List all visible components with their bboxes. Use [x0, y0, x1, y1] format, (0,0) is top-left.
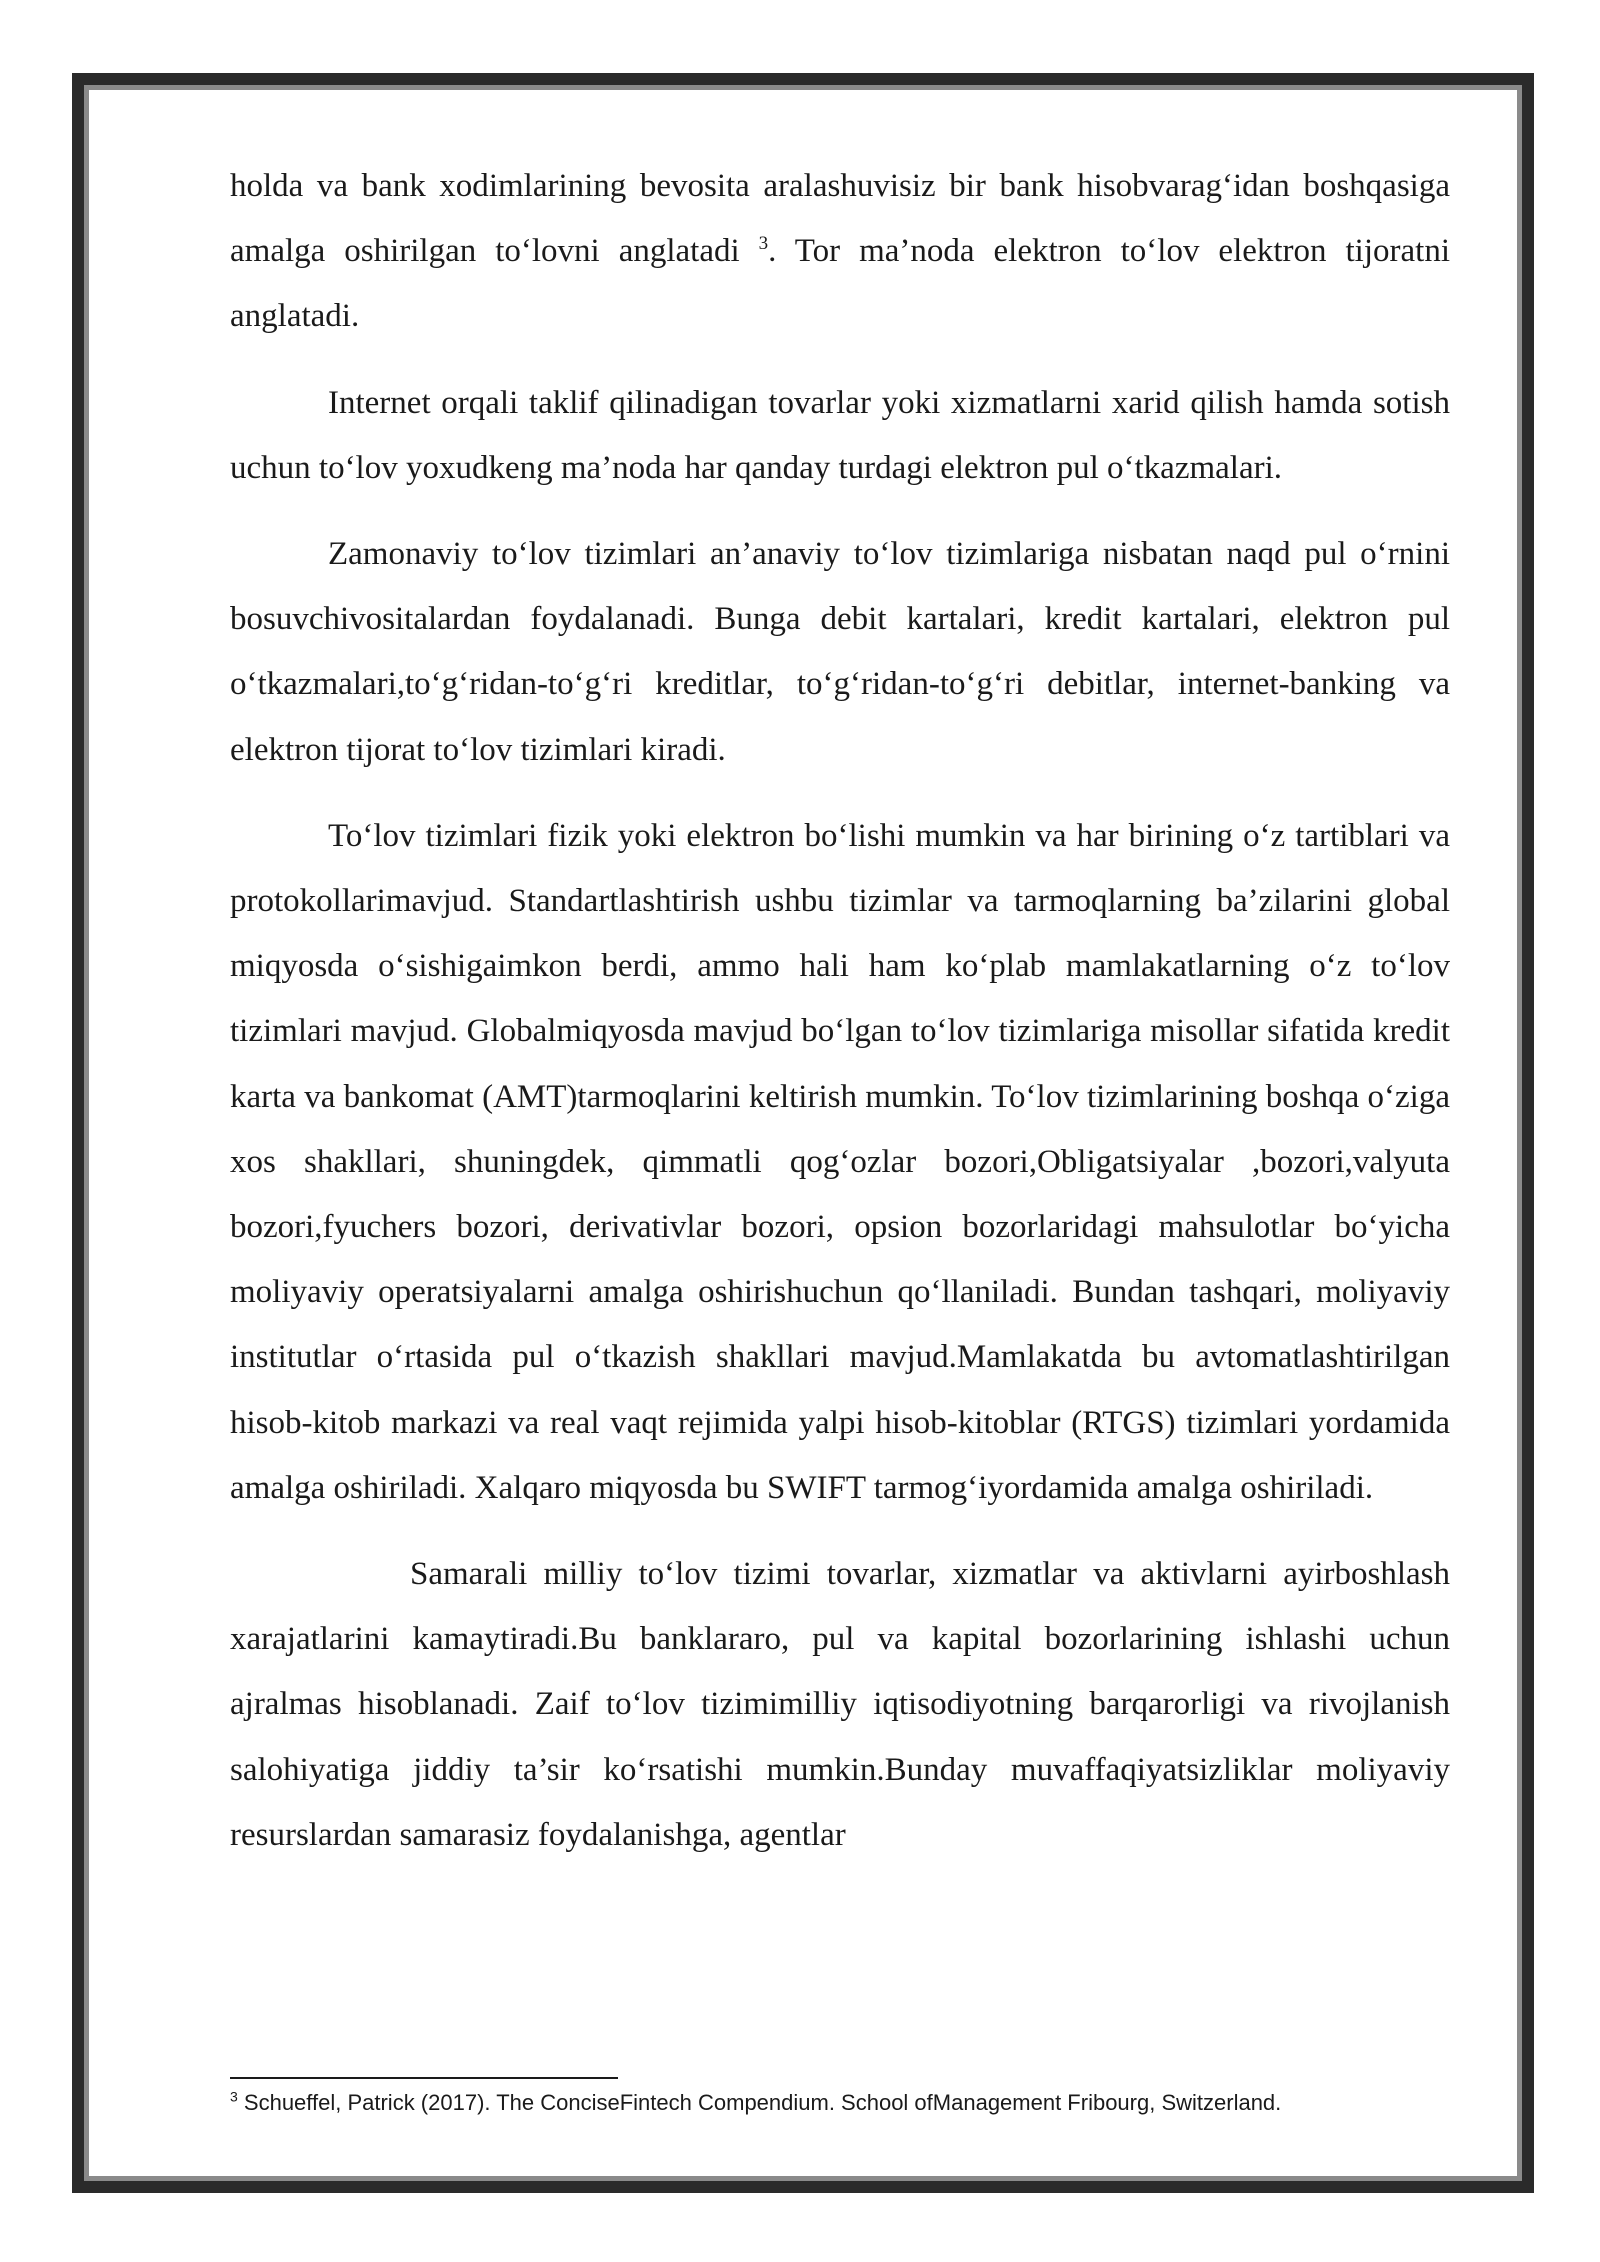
paragraph-text: . Tor ma’noda elektron to‘lov elektron tijoratni anglatadi. [230, 233, 1450, 335]
body-text [230, 154, 1450, 1889]
footnote-separator [230, 2077, 618, 2079]
paragraph-internet-payments: Internet orqali taklif qilinadigan tovarlar yoki xizmatlarni xarid qilish hamda sotish uchun to‘lov yoxudkeng ma’noda har qanday turdagi elektron pul o‘tkazmalari. [230, 384, 1450, 486]
page-border-outer [72, 73, 1534, 2193]
paragraph-modern-payment-systems: Zamonaviy to‘lov tizimlari an’anaviy to‘lov tizimlariga nisbatan naqd pul o‘rnini bosuvchivositalardan foydalanadi. Bunga debit kartalari, kredit kartalari, elektron pul o‘tkazmalari,to‘g‘ridan-to‘g‘ri kreditlar, to‘g‘ridan-to‘g‘ri debitlar, internet-banking va elektron tijorat to‘lov tizimlari kiradi. [230, 536, 1450, 768]
page-border-inner [84, 85, 1522, 2181]
paragraph-text: holda va bank xodimlarining bevosita aralashuvisiz bir bank hisobvarag‘idan boshqasiga amalga oshirilgan to‘lovni anglatadi [230, 168, 1450, 270]
footnote-text: Schueffel, Patrick (2017). The ConciseFintech Compendium. School ofManagement Fribourg, Switzerland. [237, 2090, 1282, 2115]
document-page [89, 90, 1517, 2176]
footnote-reference[interactable]: 3 [758, 233, 769, 255]
footnote [230, 2088, 1450, 2118]
paragraph-continuation [230, 154, 1450, 350]
paragraph-payment-system-types: To‘lov tizimlari fizik yoki elektron bo‘lishi mumkin va har birining o‘z tartiblari va protokollarimavjud. Standartlashtirish ushbu tizimlar va tarmoqlarning ba’zilarini global miqyosda o‘sishigaimkon berdi, ammo hali ham ko‘plab mamlakatlarning o‘z to‘lov tizimlari mavjud. Globalmiqyosda mavjud bo‘lgan to‘lov tizimlariga misollar sifatida kredit karta va bankomat (AMT)tarmoqlarini keltirish mumkin. To‘lov tizimlarining boshqa o‘ziga xos shakllari, shuningdek, qimmatli qog‘ozlar bozori,Obligatsiyalar ,bozori,valyuta bozori,fyuchers bozori, derivativlar bozori, opsion bozorlaridagi mahsulotlar bo‘yicha moliyaviy operatsiyalarni amalga oshirishuchun qo‘llaniladi. Bundan tashqari, moliyaviy institutlar o‘rtasida pul o‘tkazish shakllari mavjud.Mamlakatda bu avtomatlashtirilgan hisob-kitob markazi va real vaqt rejimida yalpi hisob-kitoblar (RTGS) tizimlari yordamida amalga oshiriladi. Xalqaro miqyosda bu SWIFT tarmog‘iyordamida amalga oshiriladi. [230, 817, 1450, 1506]
paragraph-national-payment-system: Samarali milliy to‘lov tizimi tovarlar, xizmatlar va aktivlarni ayirboshlash xarajatlarini kamaytiradi.Bu banklararo, pul va kapital bozorlarining ishlashi uchun ajralmas hisoblanadi. Zaif to‘lov tizimimilliy iqtisodiyotning barqarorligi va rivojlanish salohiyatiga jiddiy ta’sir ko‘rsatishi mumkin.Bunday muvaffaqiyatsizliklar moliyaviy resurslardan samarasiz foydalanishga, agentlar [230, 1556, 1450, 1853]
footnote-mark: 3 [230, 2088, 238, 2105]
